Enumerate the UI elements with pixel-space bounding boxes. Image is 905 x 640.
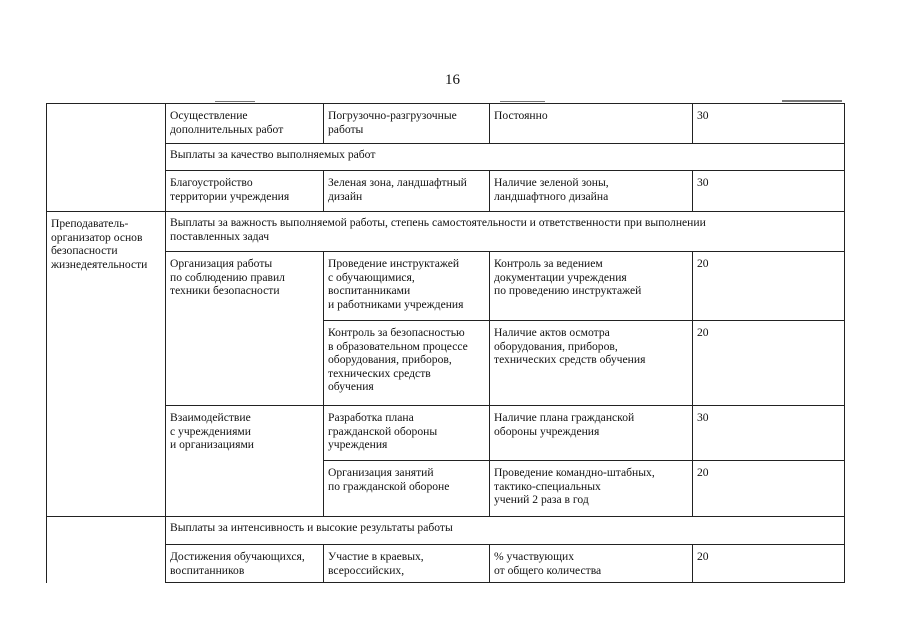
table-row	[47, 171, 845, 212]
page-number: 16	[445, 72, 460, 88]
criterion-cell: Достижения обучающихся, воспитанников	[166, 545, 324, 583]
condition-cell: Контроль за ведением документации учреждения по проведению инструктажей	[490, 252, 693, 321]
section-header: Выплаты за интенсивность и высокие результаты работы	[166, 517, 845, 545]
criterion-cell: Благоустройство территории учреждения	[166, 171, 324, 212]
percent-cell: 20	[693, 545, 845, 583]
percent-cell: 30	[693, 406, 845, 461]
position-cell	[47, 517, 166, 545]
position-cell	[47, 545, 166, 583]
table-row	[47, 406, 845, 461]
criterion-cell: Организация работы по соблюдению правил техники безопасности	[166, 252, 324, 406]
percent-cell: 20	[693, 321, 845, 406]
scan-artifact	[500, 101, 545, 102]
scan-artifact	[782, 100, 842, 102]
condition-cell: Наличие актов осмотра оборудования, приборов, технических средств обучения	[490, 321, 693, 406]
table-row	[47, 545, 845, 583]
section-header: Выплаты за качество выполняемых работ	[166, 144, 845, 171]
percent-cell: 30	[693, 171, 845, 212]
payments-table	[46, 103, 845, 583]
percent-cell: 30	[693, 104, 845, 144]
percent-cell: 20	[693, 461, 845, 517]
position-cell	[47, 171, 166, 212]
criterion-cell: Осуществление дополнительных работ	[166, 104, 324, 144]
indicator-cell: Контроль за безопасностью в образовательном процессе оборудования, приборов, технических средств обучения	[324, 321, 490, 406]
indicator-cell: Разработка плана гражданской обороны учреждения	[324, 406, 490, 461]
indicator-cell: Погрузочно-разгрузочные работы	[324, 104, 490, 144]
condition-cell: % участвующих от общего количества	[490, 545, 693, 583]
table-row	[47, 252, 845, 321]
indicator-cell: Зеленая зона, ландшафтный дизайн	[324, 171, 490, 212]
indicator-cell: Участие в краевых, всероссийских,	[324, 545, 490, 583]
table-row	[47, 212, 845, 252]
section-header: Выплаты за важность выполняемой работы, степень самостоятельности и ответственности при выполнении поставленных задач	[166, 212, 845, 252]
table-row	[47, 517, 845, 545]
criterion-cell: Взаимодействие с учреждениями и организациями	[166, 406, 324, 517]
condition-cell: Наличие плана гражданской обороны учреждения	[490, 406, 693, 461]
position-cell: Преподаватель- организатор основ безопасности жизнедеятельности	[47, 212, 166, 517]
condition-cell: Наличие зеленой зоны, ландшафтного дизайна	[490, 171, 693, 212]
indicator-cell: Проведение инструктажей с обучающимися, воспитанниками и работниками учреждения	[324, 252, 490, 321]
scan-artifact	[215, 101, 255, 102]
table-row	[47, 144, 845, 171]
condition-cell: Постоянно	[490, 104, 693, 144]
condition-cell: Проведение командно-штабных, тактико-специальных учений 2 раза в год	[490, 461, 693, 517]
position-cell	[47, 104, 166, 144]
position-cell	[47, 144, 166, 171]
indicator-cell: Организация занятий по гражданской обороне	[324, 461, 490, 517]
table-row	[47, 104, 845, 144]
percent-cell: 20	[693, 252, 845, 321]
